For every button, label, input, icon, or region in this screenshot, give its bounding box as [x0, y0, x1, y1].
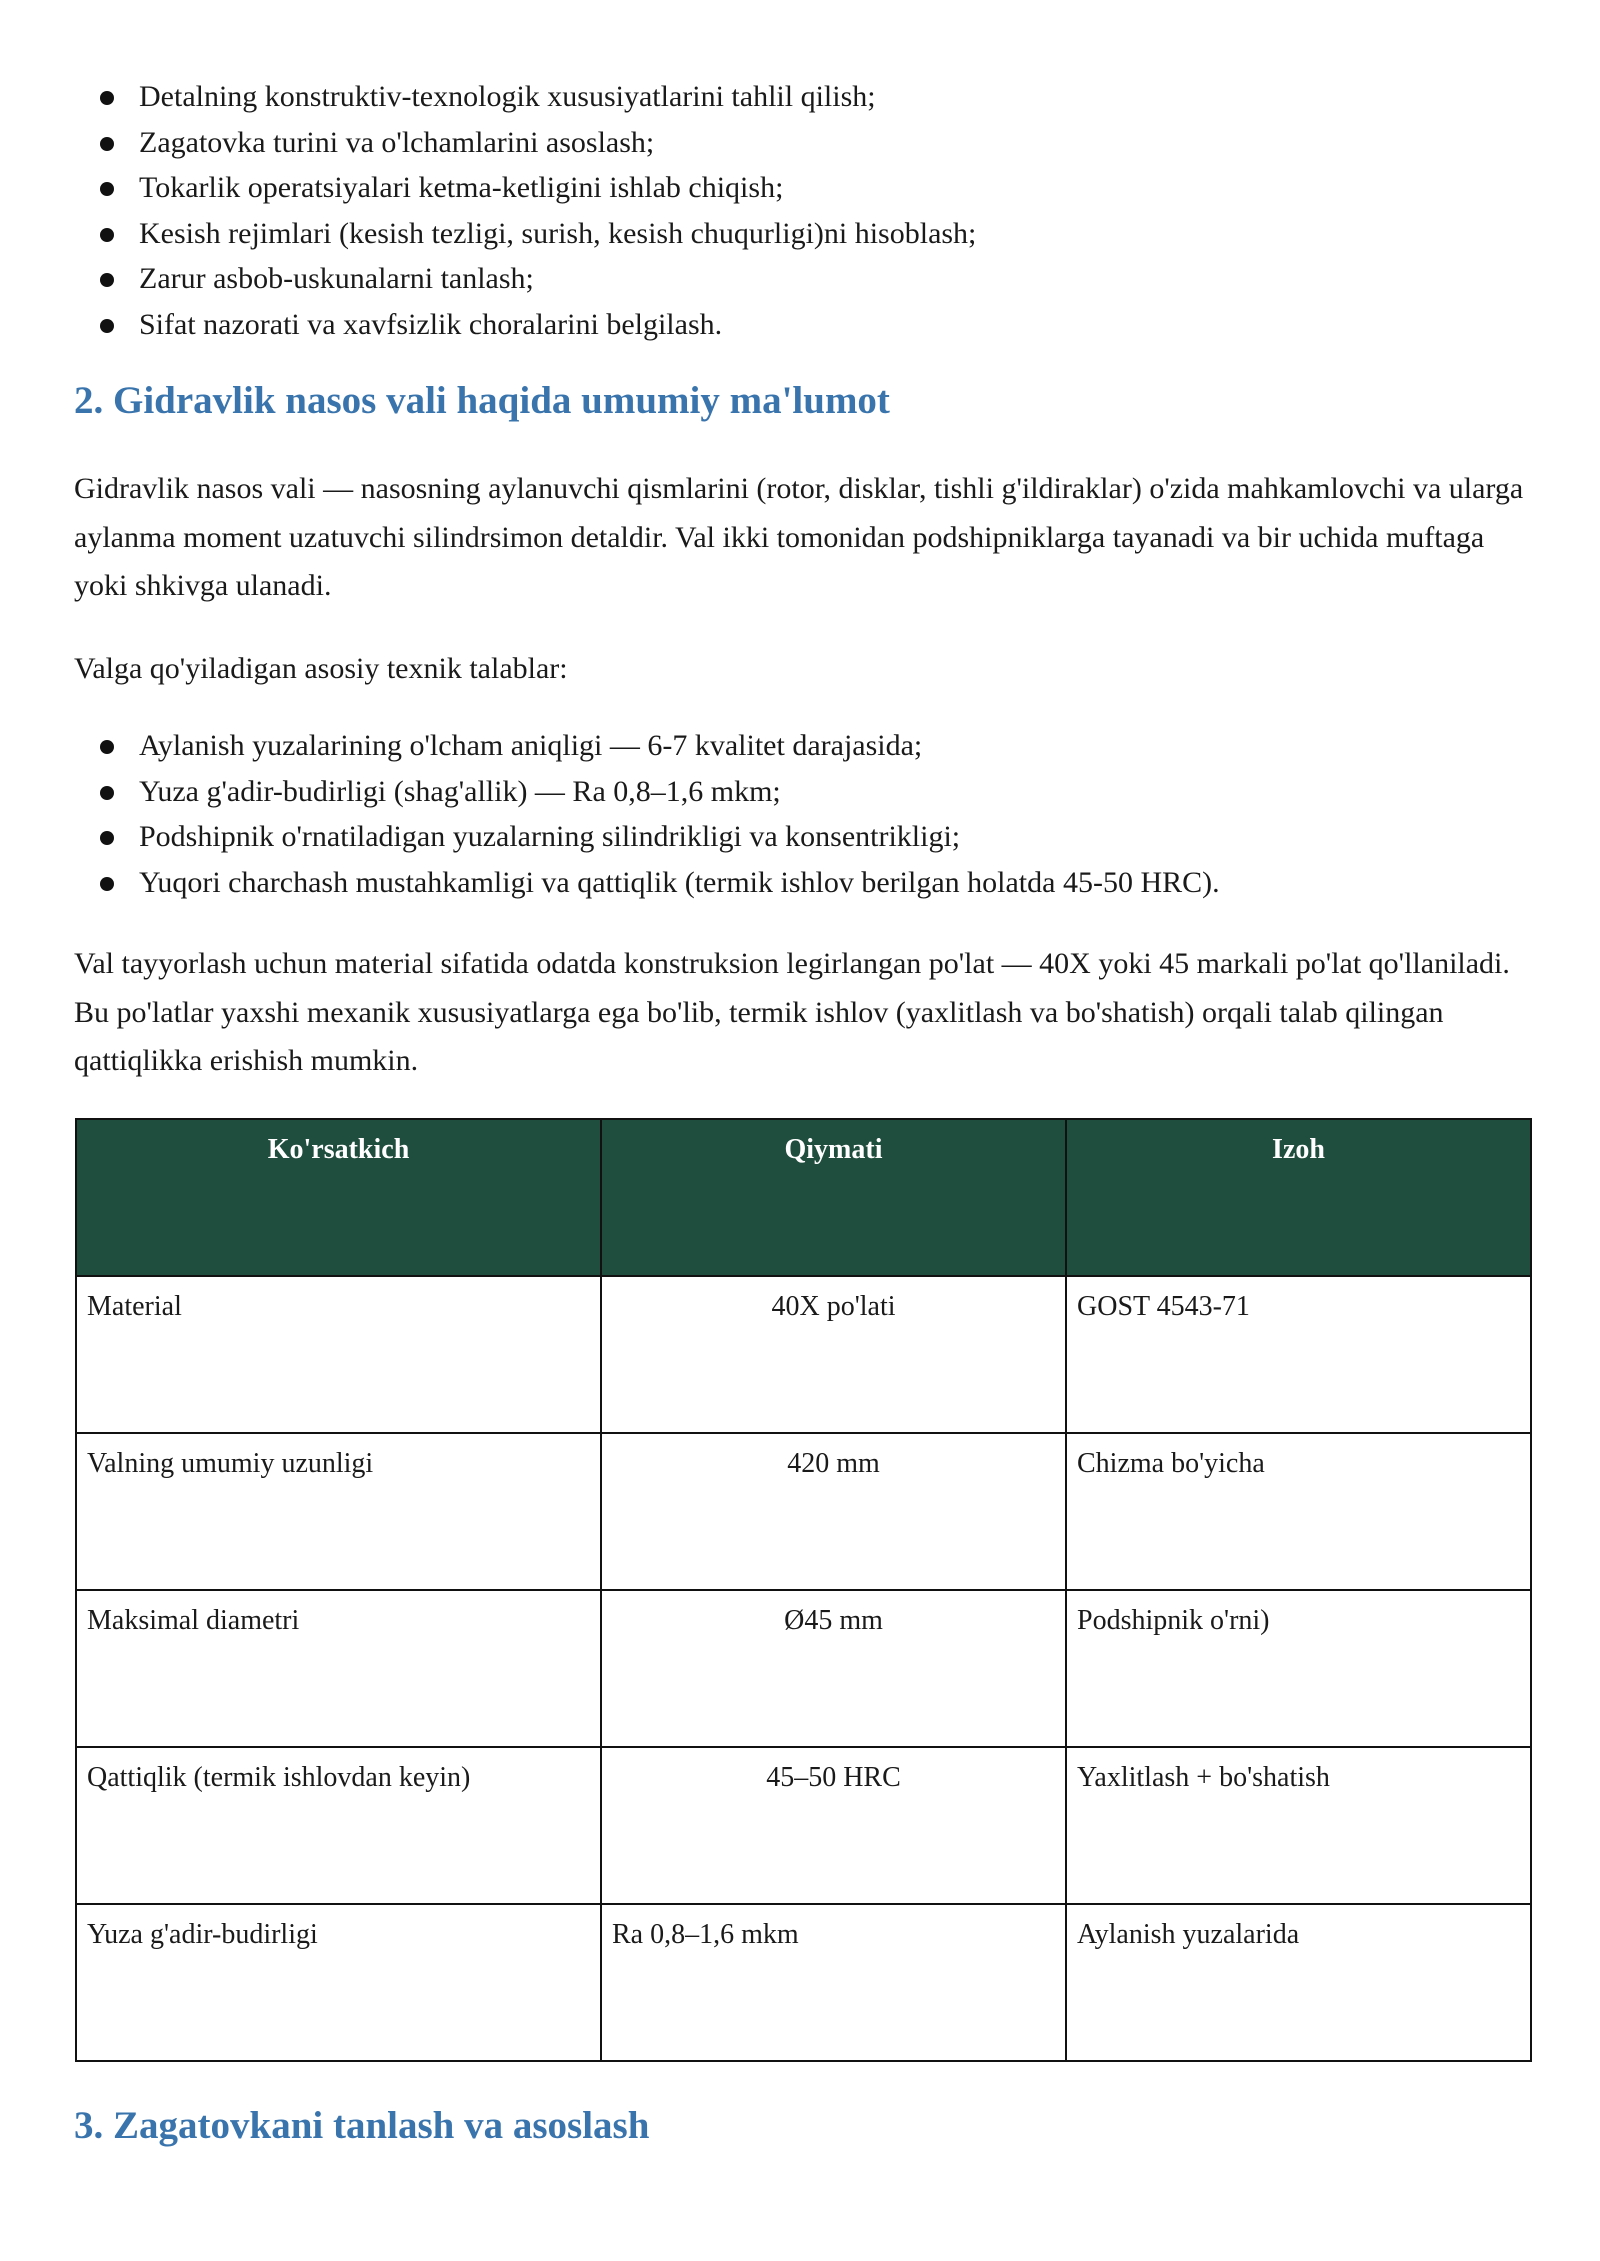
- material-paragraph: Val tayyorlash uchun material sifatida odatda konstruksion legirlangan po'lat — 40X yoki 45 markali po'lat qo'llaniladi. Bu po'latlar yaxshi mexanik xususiyatlarga ega bo'lib, termik ishlov (yaxlitlash va bo'shatish) orqali talab qilingan qattiqlikka erishish mumkin.: [74, 947, 1510, 1077]
- intro-paragraph: Gidravlik nasos vali — nasosning aylanuvchi qismlarini (rotor, disklar, tishli g'ildiraklar) o'zida mahkamlovchi va ularga aylanma moment uzatuvchi silindrsimon detaldir. Val ikki tomonidan podshipniklarga tayanadi va bir uchida muftaga yoki shkivga ulanadi.: [74, 472, 1524, 602]
- table-row: [76, 1433, 1531, 1590]
- list-item: Yuza g'adir-budirligi (shag'allik) — Ra 0,8–1,6 mkm;: [74, 769, 1220, 815]
- table-header-cell: Qiymati: [601, 1119, 1066, 1276]
- table-cell: Aylanish yuzalarida: [1066, 1904, 1531, 2061]
- table-cell: GOST 4543-71: [1066, 1276, 1531, 1433]
- table-cell: Maksimal diametri: [76, 1590, 601, 1747]
- list-item: Zarur asbob-uskunalarni tanlash;: [74, 256, 976, 302]
- list-item: Tokarlik operatsiyalari ketma-ketligini ishlab chiqish;: [74, 165, 976, 211]
- table-row: [76, 1276, 1531, 1433]
- table-cell: Ø45 mm: [601, 1590, 1066, 1747]
- table-cell: Ra 0,8–1,6 mkm: [601, 1904, 1066, 2061]
- list-item: Aylanish yuzalarining o'lcham aniqligi — 6-7 kvalitet darajasida;: [74, 723, 1220, 769]
- table-cell: Podshipnik o'rni): [1066, 1590, 1531, 1747]
- table-cell: Yaxlitlash + bo'shatish: [1066, 1747, 1531, 1904]
- table-header-row: [76, 1119, 1531, 1276]
- specs-table: [75, 1118, 1532, 2062]
- goals-list: [74, 74, 976, 347]
- section-heading-2: 2. Gidravlik nasos vali haqida umumiy ma'lumot: [74, 379, 890, 422]
- table-cell: 40X po'lati: [601, 1276, 1066, 1433]
- list-item: Zagatovka turini va o'lchamlarini asoslash;: [74, 120, 976, 166]
- list-item: Sifat nazorati va xavfsizlik choralarini belgilash.: [74, 302, 976, 348]
- table-cell: 45–50 HRC: [601, 1747, 1066, 1904]
- section-heading-3: 3. Zagatovkani tanlash va asoslash: [74, 2104, 650, 2147]
- list-item: Kesish rejimlari (kesish tezligi, surish, kesish chuqurligi)ni hisoblash;: [74, 211, 976, 257]
- table-header-cell: Izoh: [1066, 1119, 1531, 1276]
- table-cell: Valning umumiy uzunligi: [76, 1433, 601, 1590]
- requirements-intro-paragraph: Valga qo'yiladigan asosiy texnik talablar:: [74, 652, 568, 685]
- table-cell: Chizma bo'yicha: [1066, 1433, 1531, 1590]
- table-header-cell: Ko'rsatkich: [76, 1119, 601, 1276]
- table-row: [76, 1590, 1531, 1747]
- table-row: [76, 1747, 1531, 1904]
- list-item: Detalning konstruktiv-texnologik xususiyatlarini tahlil qilish;: [74, 74, 976, 120]
- table-cell: Material: [76, 1276, 601, 1433]
- list-item: Yuqori charchash mustahkamligi va qattiqlik (termik ishlov berilgan holatda 45-50 HRC).: [74, 860, 1220, 906]
- table-cell: Qattiqlik (termik ishlovdan keyin): [76, 1747, 601, 1904]
- table-row: [76, 1904, 1531, 2061]
- table-cell: 420 mm: [601, 1433, 1066, 1590]
- table-cell: Yuza g'adir-budirligi: [76, 1904, 601, 2061]
- list-item: Podshipnik o'rnatiladigan yuzalarning silindrikligi va konsentrikligi;: [74, 814, 1220, 860]
- requirements-list: [74, 723, 1220, 905]
